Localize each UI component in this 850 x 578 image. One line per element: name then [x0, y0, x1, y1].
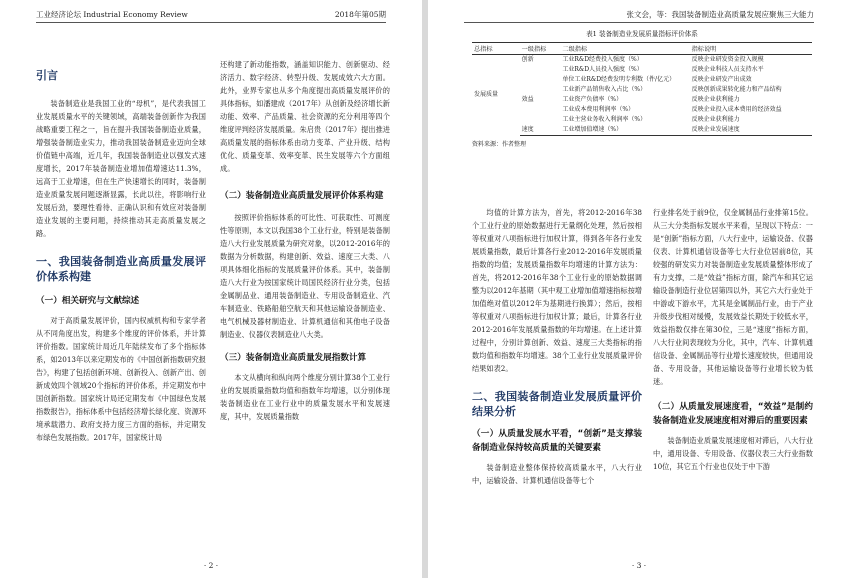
table-cell: 工业R&D人员投入强度（%）	[562, 66, 643, 73]
table-row	[472, 65, 812, 75]
subsection-2-1-heading: （一）从质量发展水平看，“创新”是支撑装备制造业保持较高质量的关键要素	[472, 429, 642, 453]
subsection-1-2-paragraph: 按照评价指标体系的可比性、可获取性、可测度性等原则，本文以我国38个工业行业，特别是装备制造八大行业发展质量为研究对象，以2012-2016年的数据为分析数据，构建创新、效益、速度三大类、八项具体细化指标的发展质量评价体系。其中，装备制造八大行业为按国家统计局国民经济行业分类，包括金属制品业、通用装备制造业、专用设备制造业、汽车制造业、铁路船舶空航天和其他运输设备制造业、电气机械及器材制造业、计算机通信和其他电子设备制造业、仪器仪表制造业八大类。	[220, 213, 390, 339]
table-cell: 工业资产负债率（%）	[562, 96, 623, 103]
table-cell: 反映企业研发产出成效	[691, 76, 752, 83]
left-page	[0, 0, 422, 578]
table-row	[472, 105, 812, 115]
left-column-1	[36, 60, 206, 444]
table-cell: 工业成本费用利润率（%）	[562, 106, 635, 113]
right-column-1	[472, 206, 642, 487]
right-running-header	[464, 6, 814, 23]
intro-paragraph: 装备制造业是我国工业的“母机”，是代表我国工业发展质量水平的关键领域，高端装备创新作为我国战略重要工程之一，旨在提升我国装备制造业质量，增强装备制造业实力，推动我国装备制造业迈向全球价值链中高端，近几年，我国装备制造业以强发式速度增长，2017年装备制造业增加值增速达11.3%，远高于工业增速，但在生产快速增长的同时，装备制造业质量发展问题逐渐显露，长此以往，将影响行业发展后劲，要理性看待、正确认识和有效应对装备制造业发展的主要问题，持续推动其走高质量发展之路。	[36, 99, 206, 238]
journal-title: 工业经济论坛 Industrial Economy Review	[36, 10, 188, 19]
table-cell: 反映企业科技人员支持水平	[691, 66, 764, 73]
table-header-cell: 二级指标	[560, 43, 689, 55]
continued-paragraph: 还构建了新动能指数，涵盖知识能力、创新驱动、经济活力、数字经济、转型升级、发展成效六大方面。此外，业界专家也从多个角度提出高质量发展评价的具体指标，如潘建成（2017年）从创新及经济增长新动能、效率、产品质量、社会资源的充分利用等四个维度评判经济发展质量。朱启贵（2017年）提出推进高质量发展的指标体系由动力变革、产业升级、结构优化、质量变革、效率变革、民生发展等六个方面组成。	[220, 60, 390, 173]
method-paragraph: 均值的计算方法为，首先，将2012-2016年38个工业行业的原始数据进行无量纲化处理，然后按相等权重对八项指标进行加权计算，得到各年各行业发展质量指数，最后计算各行业2012-2016年发展质量指数的均值；发展质量指数年均增速的计算方法为：首先，将2012-2016年38个工业行业的原始数据调整为以2012年基期（其中观工业增加值增速指标按增加值绝对值以2012年为基期进行换算）；然后，按相等权重对八项指标进行加权计算；最后，计算各行业2012-2016年发展质量指数的年均增速。在上述计算过程中，分别计算创新、效益、速度三大类指标的指数均值和指数年均增速。38个工业行业发展质量评价结果如表2。	[472, 208, 642, 373]
table-source-note: 资料来源：作者整理	[472, 141, 527, 148]
section-1-heading: 一、我国装备制造业高质量发展评价体系构建	[36, 255, 206, 283]
table-cell: 反映企业获利能力	[691, 96, 740, 103]
table-cell: 反映企业投入成本费用的经济效益	[691, 106, 782, 113]
table-caption: 表1 装备制造业发展质量指标评价体系	[586, 30, 698, 38]
intro-heading: 引言	[36, 69, 58, 82]
table-cell: 创新	[521, 56, 534, 63]
subsection-2-2-paragraph: 装备制造业质量发展速度相对滞后，八大行业中，通用设备、专用设备、仪器仪表三大行业指数10位，其它五个行业也仅处于中下游	[653, 436, 813, 471]
table-header-cell: 一级指标	[520, 43, 561, 55]
subsection-1-1-paragraph: 对于高质量发展评价，国内权威机构和专家学者从不同角度出发，构建多个维度的评价体系，并计算评价指数。国家统计局近几年陆续发布了多个指标体系，如2013年以来定期发布的《中国创新指数研究报告》，构建了包括创新环境、创新投入、创新产出、创新成效四个领域20个指标的评价体系，并定期发布中国创新指数。国家统计局还定期发布《中国绿色发展指数报告》，指标体系中包括经济增长绿化度、资源环境承载潜力、政府支持力度三方面的指标，并定期发布绿色发展指数。2017年，国家统计局	[36, 316, 206, 442]
left-column-2	[220, 58, 390, 423]
left-running-header	[36, 6, 386, 23]
analysis-paragraph: 行业排名处于前9位，仅金属制品行业排第15位。从三大分类指标发展水平来看，呈现以下特点：一是“创新”指标方面，八大行业中，运输设备、仪器仪表、计算机通信设备等七大行业位居前8位，其较强的研发实力对装备制造业发展质量整体形成了有力支撑，二是“效益”指标方面，除汽车和其它运输设备制造行业位居第四以外，其它六大行业处于中游或下游水平，尤其是金属制品行业，由于产业升级步伐相对缓慢，发展效益长期处于较低水平，效益指数仅排在第30位，三是“速度”指标方面，八大行业间表现较为分化，其中，汽车、计算机通信设备、金属制品等行业增长速度较快，但通用设备、专用设备，其他运输设备等行业增长较为低迷。	[653, 208, 813, 386]
subsection-2-2-heading: （二）从质量发展速度看，“效益”是制约装备制造业发展速度相对滞后的重要因素	[653, 402, 813, 426]
subsection-1-3-paragraph: 本文从横向和纵向两个维度分别计算38个工业行业的发展质量指数均值和指数年均增速，以分别体现装备制造业在工业行业中的质量发展水平和发展速度，其中，发展质量指数	[220, 373, 390, 421]
subsection-1-1-heading: （一）相关研究与文献综述	[36, 296, 140, 306]
table-cell: 效益	[521, 96, 534, 103]
table-cell: 反映企业研发资金投入规模	[691, 56, 764, 63]
table-row	[472, 85, 812, 95]
table-row	[472, 115, 812, 125]
table-cell	[520, 75, 561, 85]
table-cell: 工业R&D经费投入强度（%）	[562, 56, 643, 63]
subsection-1-2-heading: （二）装备制造业高质量发展评价体系构建	[220, 191, 384, 201]
right-page-number: · 3 ·	[631, 561, 647, 570]
table-cell	[520, 105, 561, 115]
section-2-heading: 二、我国装备制造业发展质量评价结果分析	[472, 390, 642, 418]
table-cell: 工业主营业务收入利润率（%）	[562, 116, 647, 123]
table-row	[472, 95, 812, 105]
table-row	[472, 55, 812, 66]
issue-label: 2018年第05期	[334, 10, 386, 19]
table-cell: 反映企业获利能力	[691, 116, 740, 123]
table-header-cell: 指标说明	[690, 43, 812, 55]
table-cell	[520, 115, 561, 125]
indicator-table	[472, 28, 812, 196]
article-header: 张文会，等：我国装备制造业高质量发展应聚焦三大能力	[626, 10, 814, 19]
table-cell: 工业增加值增速（%）	[560, 125, 689, 136]
table-cell: 单位工业R&D经费发明专利数（件/亿元）	[562, 76, 676, 83]
table-row	[472, 75, 812, 85]
right-column-2	[653, 206, 813, 473]
table-total-cell: 发展质量	[474, 91, 499, 99]
right-page	[428, 0, 850, 578]
table-cell: 反映企业发展速度	[690, 125, 812, 136]
table-cell: 速度	[520, 125, 561, 136]
table-cell: 反映创新成果转化能力和产品结构	[691, 86, 782, 93]
left-page-number: · 2 ·	[203, 561, 219, 570]
subsection-1-3-heading: （三）装备制造业高质量发展指数计算	[220, 353, 367, 363]
table-header-row	[472, 43, 812, 55]
table-row	[472, 125, 812, 136]
table-cell	[520, 65, 561, 75]
table-header-cell: 总指标	[472, 43, 520, 55]
table-cell: 工业新产品销售收入占比（%）	[562, 86, 647, 93]
subsection-2-1-paragraph: 装备制造业整体保持较高质量水平，八大行业中，运输设备、计算机通信设备等七个	[472, 463, 642, 485]
indicator-table-grid	[472, 42, 812, 136]
table-cell	[520, 85, 561, 95]
